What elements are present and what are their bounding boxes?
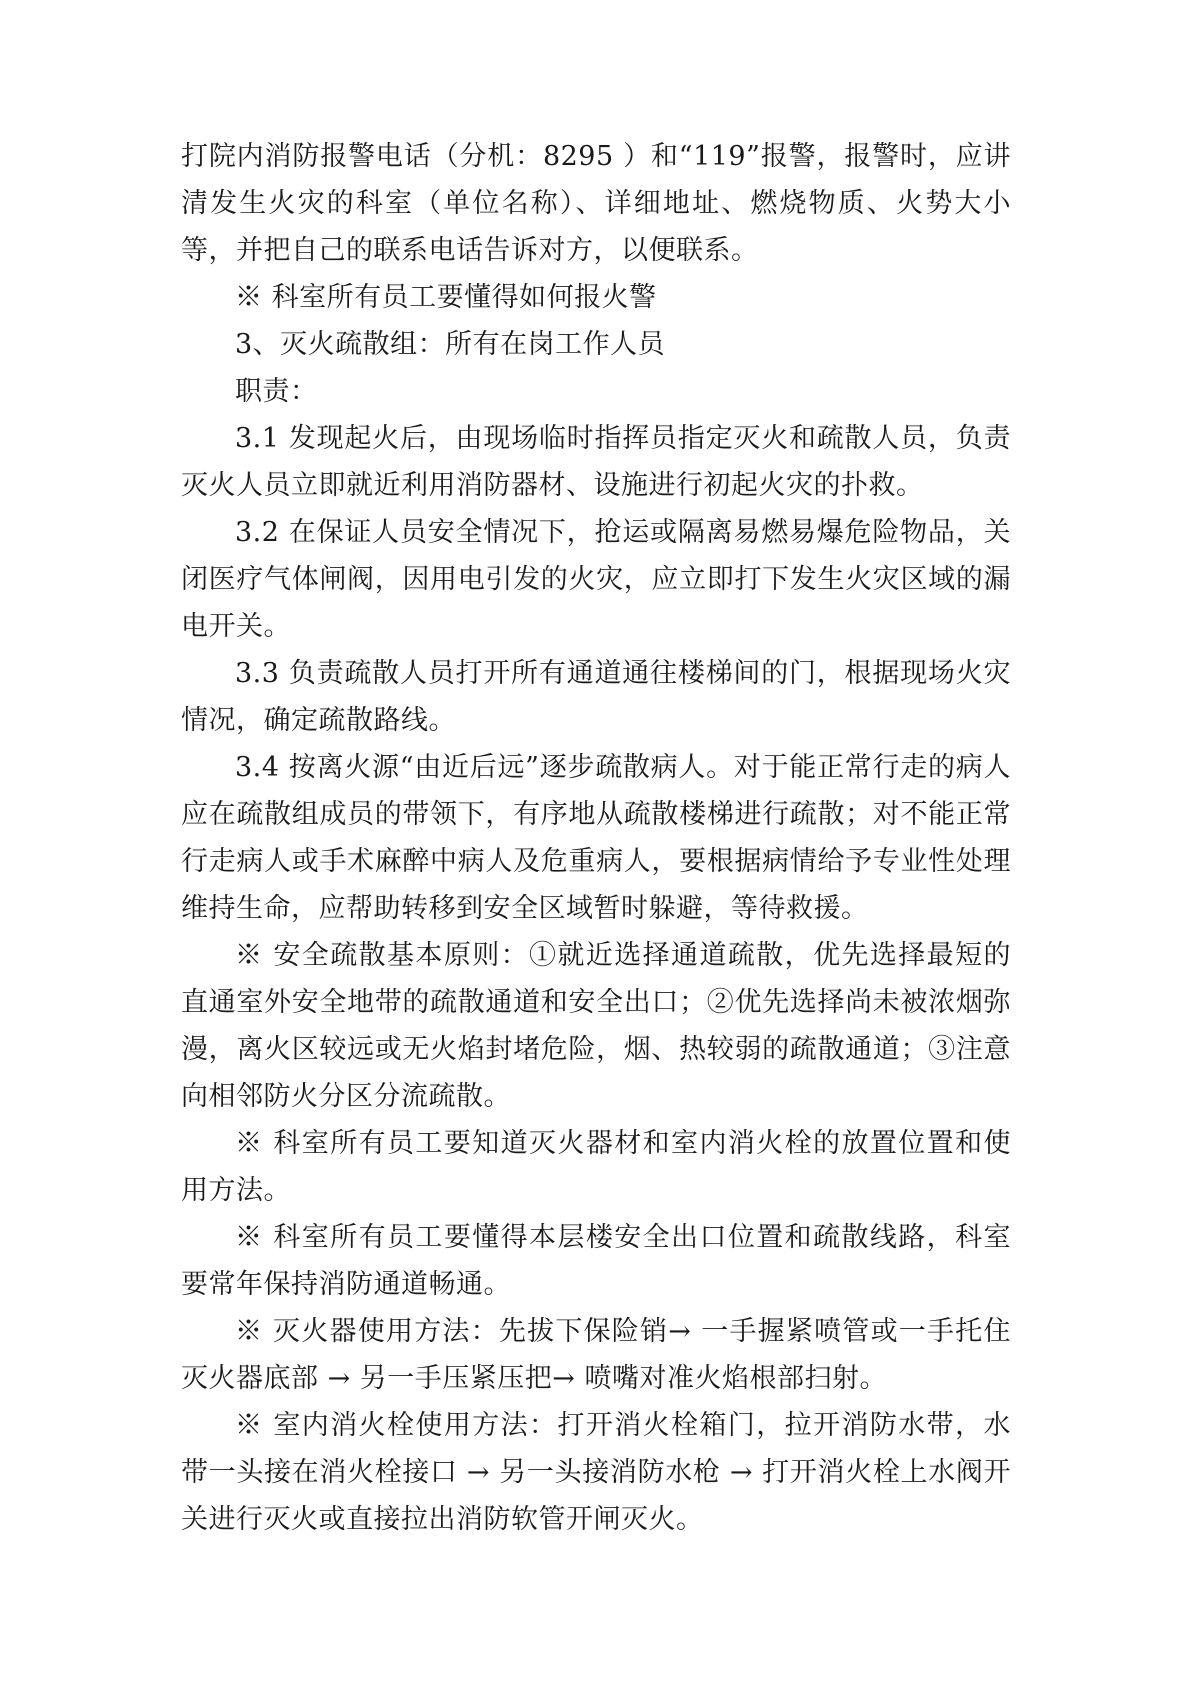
paragraph-note-extinguisher-usage: ※ 灭火器使用方法：先拔下保险销→ 一手握紧喷管或一手托住灭火器底部 → 另一手压紧压把→ 喷嘴对准火焰根部扫射。 bbox=[181, 1316, 1011, 1394]
paragraph-alarm-call: 打院内消防报警电话（分机：8295 ）和“119”报警，报警时，应讲清发生火灾的科室（单位名称）、详细地址、燃烧物质、火势大小等，并把自己的联系电话告诉对方，以便联系。 bbox=[181, 141, 1011, 266]
paragraph-section-heading: 3、灭火疏散组：所有在岗工作人员 bbox=[235, 329, 666, 360]
paragraph-item-3-4: 3.4 按离火源“由近后远”逐步疏散病人。对于能正常行走的病人应在疏散组成员的带领下，有序地从疏散楼梯进行疏散；对不能正常行走病人或手术麻醉中病人及危重病人，要根据病情给予专业性处理维持生命，应帮助转移到安全区域暂时躲避，等待救援。 bbox=[181, 752, 1011, 924]
paragraph-note-exits: ※ 科室所有员工要懂得本层楼安全出口位置和疏散线路，科室要常年保持消防通道畅通。 bbox=[181, 1222, 1011, 1300]
paragraph-note-evacuation-principles: ※ 安全疏散基本原则：①就近选择通道疏散，优先选择最短的直通室外安全地带的疏散通道和安全出口；②优先选择尚未被浓烟弥漫，离火区较远或无火焰封堵危险，烟、热较弱的疏散通道；③注意向相邻防火分区分流疏散。 bbox=[181, 940, 1011, 1112]
paragraph-note-hydrant-usage: ※ 室内消火栓使用方法：打开消火栓箱门，拉开消防水带，水带一头接在消火栓接口 → 另一头接消防水枪 → 打开消火栓上水阀开关进行灭火或直接拉出消防软管开闸灭火。 bbox=[181, 1410, 1011, 1535]
paragraph-item-3-1: 3.1 发现起火后，由现场临时指挥员指定灭火和疏散人员，负责灭火人员立即就近利用消防器材、设施进行初起火灾的扑救。 bbox=[181, 423, 1011, 501]
document-body bbox=[181, 133, 1011, 1543]
paragraph-item-3-3: 3.3 负责疏散人员打开所有通道通往楼梯间的门，根据现场火灾情况，确定疏散路线。 bbox=[181, 658, 1011, 736]
paragraph-duties-label: 职责： bbox=[235, 376, 318, 407]
paragraph-item-3-2: 3.2 在保证人员安全情况下，抢运或隔离易燃易爆危险物品，关闭医疗气体闸阀，因用电引发的火灾，应立即打下发生火灾区域的漏电开关。 bbox=[181, 517, 1011, 642]
paragraph-note-report-fire: ※ 科室所有员工要懂得如何报火警 bbox=[235, 282, 657, 313]
paragraph-note-equipment-location: ※ 科室所有员工要知道灭火器材和室内消火栓的放置位置和使用方法。 bbox=[181, 1128, 1011, 1206]
